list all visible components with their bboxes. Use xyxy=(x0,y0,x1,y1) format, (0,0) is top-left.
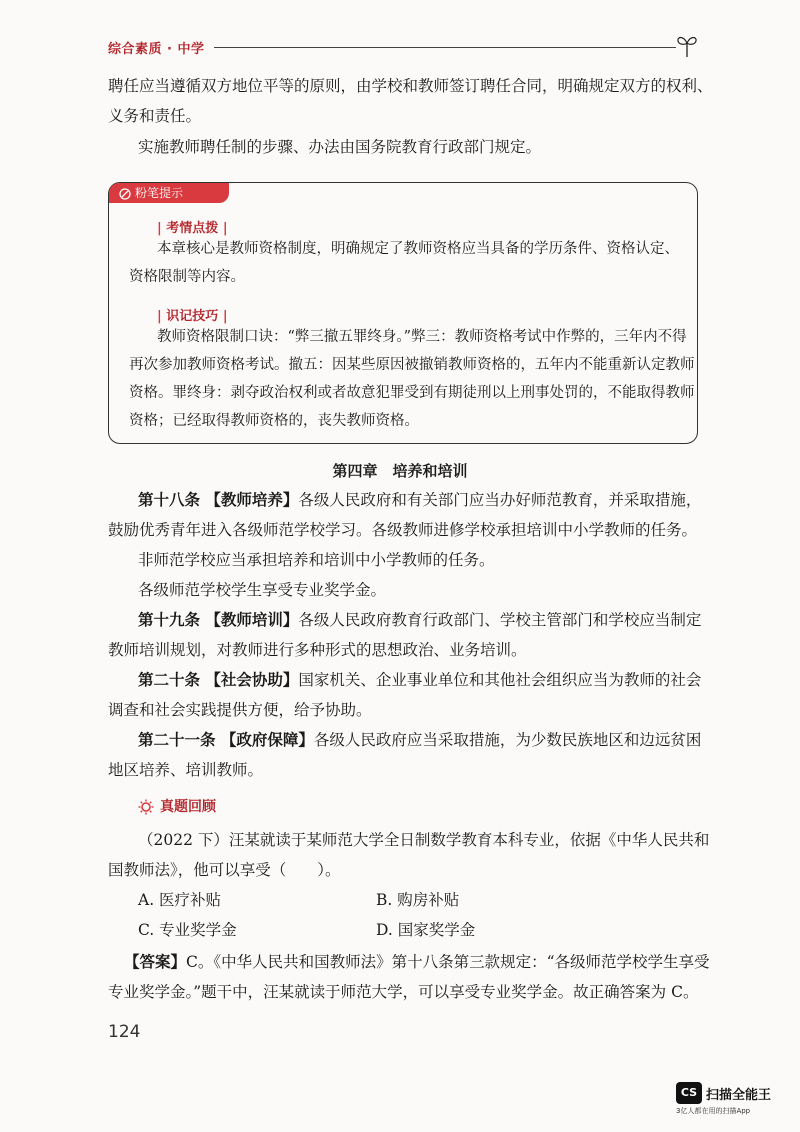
option-d: D. 国家奖学金 xyxy=(376,921,476,939)
tip-section-1-line-2: 资格限制等内容。 xyxy=(129,269,245,285)
header-rule xyxy=(214,47,676,48)
article-19-line-2: 教师培训规划，对教师进行多种形式的思想政治、业务培训。 xyxy=(108,641,527,659)
article-20-line-1: 第二十条 【社会协助】国家机关、企业事业单位和其他社会组织应当为教师的社会 xyxy=(138,670,702,689)
article-19-label: 第十九条 【教师培训】 xyxy=(138,610,299,629)
sun-icon xyxy=(138,799,154,815)
article-19-line-1: 第十九条 【教师培训】各级人民政府教育行政部门、学校主管部门和学校应当制定 xyxy=(138,610,702,629)
tip-section-2-line-2: 再次参加教师资格考试。撤五：因某些原因被撤销教师资格的，五年内不能重新认定教师 xyxy=(129,357,695,373)
article-21-label: 第二十一条 【政府保障】 xyxy=(138,730,314,749)
tip-section-1-line-1: 本章核心是教师资格制度，明确规定了教师资格应当具备的学历条件、资格认定、 xyxy=(157,241,679,257)
article-21-line-2: 地区培养、培训教师。 xyxy=(108,761,264,779)
tip-section-1-heading: | 考情点拨 | xyxy=(157,221,228,236)
answer-line-1: 【答案】C。《中华人民共和国教师法》第十八条第三款规定：“各级师范学校学生享受 xyxy=(124,952,710,971)
article-20-line-2: 调查和社会实践提供方便，给予协助。 xyxy=(108,701,372,719)
answer-label: 【答案】 xyxy=(124,952,187,971)
tip-box xyxy=(108,182,698,444)
option-c: C. 专业奖学金 xyxy=(138,921,237,939)
tip-section-2-line-1: 教师资格限制口诀：“弊三撤五罪终身。”弊三：教师资格考试中作弊的，三年内不得 xyxy=(157,329,687,345)
question-line-1: （2022 下）汪某就读于某师范大学全日制数学教育本科专业，依据《中华人民共和 xyxy=(138,831,710,849)
tip-tab-label: 粉笔提示 xyxy=(135,186,184,200)
option-a: A. 医疗补贴 xyxy=(138,891,222,909)
intro-line-2: 义务和责任。 xyxy=(108,107,202,125)
tip-section-2-line-4: 资格；已经取得教师资格的，丧失教师资格。 xyxy=(129,413,419,429)
article-18-line-2: 鼓励优秀青年进入各级师范学校学习。各级教师进修学校承担培训中小学教师的任务。 xyxy=(108,521,698,539)
intro-line-3: 实施教师聘任制的步骤、办法由国务院教育行政部门规定。 xyxy=(138,138,542,156)
scanner-logo-icon: CS xyxy=(676,1082,702,1104)
tip-tab xyxy=(109,183,229,203)
page-number: 124 xyxy=(108,1022,141,1042)
option-b: B. 购房补贴 xyxy=(376,891,460,909)
intro-line-1: 聘任应当遵循双方地位平等的原则，由学校和教师签订聘任合同，明确规定双方的权利、 xyxy=(108,77,713,95)
article-20-label: 第二十条 【社会协助】 xyxy=(138,670,299,689)
chalk-icon xyxy=(119,188,131,200)
scanner-name: 扫描全能王 xyxy=(706,1088,772,1103)
scanner-tagline: 3亿人都在用的扫描App xyxy=(676,1107,751,1115)
answer-line-2: 专业奖学金。”题干中，汪某就读于师范大学，可以享受专业奖学金。故正确答案为 C。 xyxy=(108,983,699,1001)
tip-section-2-heading: | 识记技巧 | xyxy=(157,309,228,324)
chapter-title: 第四章 培养和培训 xyxy=(332,462,468,480)
article-18-line-4: 各级师范学校学生享受专业奖学金。 xyxy=(138,581,387,599)
review-heading-label: 真题回顾 xyxy=(160,799,216,815)
header-title: 综合素质 · 中学 xyxy=(108,42,205,57)
article-18-line-1: 第十八条 【教师培养】各级人民政府和有关部门应当办好师范教育，并采取措施， xyxy=(138,490,702,509)
question-line-2: 国教师法》，他可以享受（ ）。 xyxy=(108,861,341,879)
review-heading xyxy=(138,796,216,820)
sprout-icon xyxy=(676,32,698,58)
scanner-watermark xyxy=(676,1082,786,1118)
tip-section-2-line-3: 资格。罪终身：剥夺政治权利或者故意犯罪受到有期徒刑以上刑事处罚的，不能取得教师 xyxy=(129,385,695,401)
article-18-line-3: 非师范学校应当承担培养和培训中小学教师的任务。 xyxy=(138,551,495,569)
article-21-line-1: 第二十一条 【政府保障】各级人民政府应当采取措施，为少数民族地区和边远贫困 xyxy=(138,730,702,749)
page-header xyxy=(108,32,698,60)
article-18-label: 第十八条 【教师培养】 xyxy=(138,490,299,509)
